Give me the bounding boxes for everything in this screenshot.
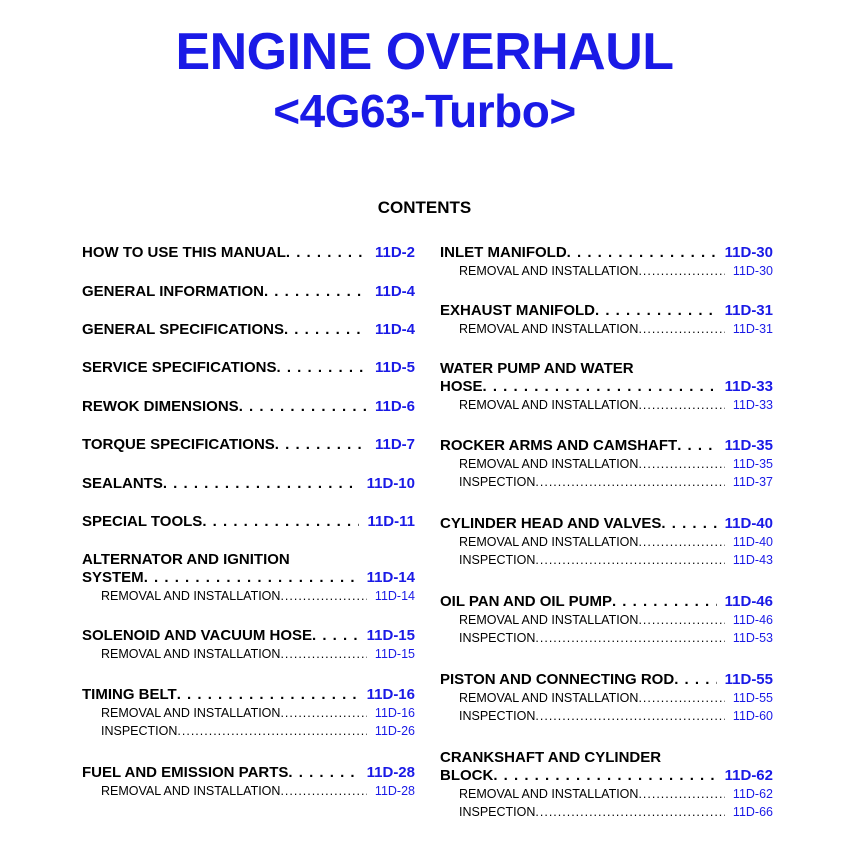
toc-subentry-label: REMOVAL AND INSTALLATION	[459, 457, 639, 471]
toc-subentry[interactable]	[440, 629, 773, 647]
toc-subentry-label: REMOVAL AND INSTALLATION	[101, 784, 281, 798]
toc-entry[interactable]	[82, 627, 415, 663]
toc-entry[interactable]	[82, 475, 415, 493]
toc-subentry-label: REMOVAL AND INSTALLATION	[101, 647, 281, 661]
toc-subentry[interactable]	[440, 473, 773, 491]
toc-entry-label: GENERAL SPECIFICATIONS	[82, 321, 284, 338]
toc-subentry[interactable]	[440, 533, 773, 551]
toc-entry[interactable]	[82, 398, 415, 416]
toc-subentry-page[interactable]: 11D-31	[732, 322, 773, 336]
toc-subentry[interactable]	[440, 396, 773, 414]
toc-entry[interactable]	[82, 283, 415, 301]
toc-subentry[interactable]	[440, 803, 773, 821]
toc-subentry[interactable]	[82, 645, 415, 663]
toc-entry-label: HOW TO USE THIS MANUAL	[82, 244, 286, 261]
toc-entry-page[interactable]: 11D-10	[366, 475, 415, 492]
toc-subentry-label: INSPECTION	[459, 475, 536, 489]
toc-subentry-label: REMOVAL AND INSTALLATION	[459, 613, 639, 627]
toc-entry-page[interactable]: 11D-5	[374, 359, 415, 376]
toc-subentry-page[interactable]: 11D-16	[374, 706, 415, 720]
toc-entry[interactable]	[440, 749, 773, 821]
contents-heading: CONTENTS	[377, 198, 472, 217]
toc-entry-label: ROCKER ARMS AND CAMSHAFT	[440, 437, 678, 454]
toc-entry-page[interactable]: 11D-28	[366, 764, 415, 781]
toc-entry-page[interactable]: 11D-46	[724, 593, 773, 610]
toc-entry-label: SERVICE SPECIFICATIONS	[82, 359, 277, 376]
toc-entry[interactable]	[440, 244, 773, 280]
toc-entry-page[interactable]: 11D-30	[724, 244, 773, 261]
toc-subentry[interactable]	[440, 262, 773, 280]
toc-subentry-label: REMOVAL AND INSTALLATION	[459, 264, 639, 278]
toc-subentry[interactable]	[440, 785, 773, 803]
toc-entry-page[interactable]: 11D-35	[724, 437, 773, 454]
toc-entry-label: EXHAUST MANIFOLD	[440, 302, 595, 319]
toc-entry-label: REWOK DIMENSIONS	[82, 398, 239, 415]
toc-subentry[interactable]	[82, 722, 415, 740]
toc-entry[interactable]	[440, 515, 773, 569]
toc-subentry-label: REMOVAL AND INSTALLATION	[459, 787, 639, 801]
toc-subentry-label: INSPECTION	[101, 724, 178, 738]
toc-subentry-label: INSPECTION	[459, 805, 536, 819]
toc-entry-label: SPECIAL TOOLS	[82, 513, 203, 530]
toc-subentry-page[interactable]: 11D-55	[732, 691, 773, 705]
toc-entry-page[interactable]: 11D-15	[366, 627, 415, 644]
toc-entry-label-line1: CRANKSHAFT AND CYLINDER	[440, 749, 662, 766]
toc-entry-label: CYLINDER HEAD AND VALVES	[440, 515, 662, 532]
toc-subentry-page[interactable]: 11D-26	[374, 724, 415, 738]
toc-subentry-page[interactable]: 11D-46	[732, 613, 773, 627]
toc-subentry-page[interactable]: 11D-37	[732, 475, 773, 489]
toc-subentry[interactable]	[440, 707, 773, 725]
toc-subentry-page[interactable]: 11D-66	[732, 805, 773, 819]
toc-entry-label-line1: ALTERNATOR AND IGNITION	[82, 551, 290, 568]
toc-entry-page[interactable]: 11D-7	[374, 436, 415, 453]
toc-entry-page[interactable]: 11D-14	[366, 569, 415, 586]
toc-entry[interactable]	[82, 436, 415, 454]
toc-subentry-label: INSPECTION	[459, 631, 536, 645]
toc-entry-page[interactable]: 11D-16	[366, 686, 415, 703]
toc-entry[interactable]	[440, 437, 773, 491]
toc-entry-page[interactable]: 11D-4	[374, 321, 415, 338]
toc-subentry-label: REMOVAL AND INSTALLATION	[101, 706, 281, 720]
toc-entry-label: BLOCK	[440, 767, 494, 784]
toc-entry[interactable]	[82, 686, 415, 740]
toc-subentry[interactable]	[82, 587, 415, 605]
toc-entry[interactable]	[82, 551, 415, 605]
toc-subentry-page[interactable]: 11D-30	[732, 264, 773, 278]
toc-subentry-label: REMOVAL AND INSTALLATION	[101, 589, 281, 603]
toc-right-column	[440, 0, 773, 849]
toc-subentry-label: INSPECTION	[459, 709, 536, 723]
toc-subentry-page[interactable]: 11D-28	[374, 784, 415, 798]
toc-subentry-label: REMOVAL AND INSTALLATION	[459, 398, 639, 412]
toc-entry-page[interactable]: 11D-62	[724, 767, 773, 784]
toc-entry[interactable]	[82, 244, 415, 262]
toc-entry[interactable]	[82, 764, 415, 800]
toc-subentry-label: REMOVAL AND INSTALLATION	[459, 535, 639, 549]
toc-subentry-page[interactable]: 11D-35	[732, 457, 773, 471]
toc-entry-label: SEALANTS	[82, 475, 163, 492]
toc-entry-label: GENERAL INFORMATION	[82, 283, 264, 300]
toc-entry-label-line1: WATER PUMP AND WATER	[440, 360, 634, 377]
toc-subentry-page[interactable]: 11D-60	[732, 709, 773, 723]
toc-entry-label: TIMING BELT	[82, 686, 177, 703]
toc-entry-page[interactable]: 11D-55	[724, 671, 773, 688]
toc-entry[interactable]	[440, 593, 773, 647]
toc-subentry[interactable]	[440, 320, 773, 338]
toc-subentry-page[interactable]: 11D-15	[374, 647, 415, 661]
toc-subentry-label: REMOVAL AND INSTALLATION	[459, 691, 639, 705]
toc-entry-page[interactable]: 11D-4	[374, 283, 415, 300]
toc-entry[interactable]	[440, 360, 773, 414]
title-line-2: <4G63-Turbo>	[273, 85, 576, 137]
toc-subentry-page[interactable]: 11D-14	[374, 589, 415, 603]
toc-subentry[interactable]	[440, 689, 773, 707]
toc-subentry[interactable]	[440, 551, 773, 569]
toc-entry-label: TORQUE SPECIFICATIONS	[82, 436, 275, 453]
toc-subentry-page[interactable]: 11D-53	[732, 631, 773, 645]
toc-subentry[interactable]	[82, 782, 415, 800]
toc-subentry-page[interactable]: 11D-33	[732, 398, 773, 412]
toc-entry-label: SOLENOID AND VACUUM HOSE	[82, 627, 313, 644]
toc-entry-page[interactable]: 11D-11	[367, 513, 415, 530]
toc-entry-label: PISTON AND CONNECTING ROD	[440, 671, 675, 688]
toc-subentry-page[interactable]: 11D-62	[732, 787, 773, 801]
toc-subentry-label: INSPECTION	[459, 553, 536, 567]
toc-entry[interactable]	[82, 513, 415, 531]
toc-entry[interactable]	[82, 321, 415, 339]
toc-entry-label: HOSE	[440, 378, 483, 395]
toc-entry-page[interactable]: 11D-33	[724, 378, 773, 395]
toc-entry-label: SYSTEM	[82, 569, 144, 586]
toc-entry[interactable]	[440, 302, 773, 338]
toc-entry[interactable]	[440, 671, 773, 725]
toc-entry-page[interactable]: 11D-6	[374, 398, 415, 415]
toc-entry-page[interactable]: 11D-31	[724, 302, 773, 319]
toc-left-column	[82, 0, 415, 849]
toc-subentry-page[interactable]: 11D-40	[732, 535, 773, 549]
toc-entry-label: INLET MANIFOLD	[440, 244, 567, 261]
toc-subentry[interactable]	[440, 455, 773, 473]
toc-entry-page[interactable]: 11D-40	[724, 515, 773, 532]
toc-subentry-label: REMOVAL AND INSTALLATION	[459, 322, 639, 336]
toc-entry-label: OIL PAN AND OIL PUMP	[440, 593, 612, 610]
toc-subentry-page[interactable]: 11D-43	[732, 553, 773, 567]
toc-entry[interactable]	[82, 359, 415, 377]
toc-entry-page[interactable]: 11D-2	[374, 244, 415, 261]
title-line-1: ENGINE OVERHAUL	[175, 23, 674, 81]
toc-subentry[interactable]	[440, 611, 773, 629]
toc-subentry[interactable]	[82, 704, 415, 722]
toc-entry-label: FUEL AND EMISSION PARTS	[82, 764, 289, 781]
